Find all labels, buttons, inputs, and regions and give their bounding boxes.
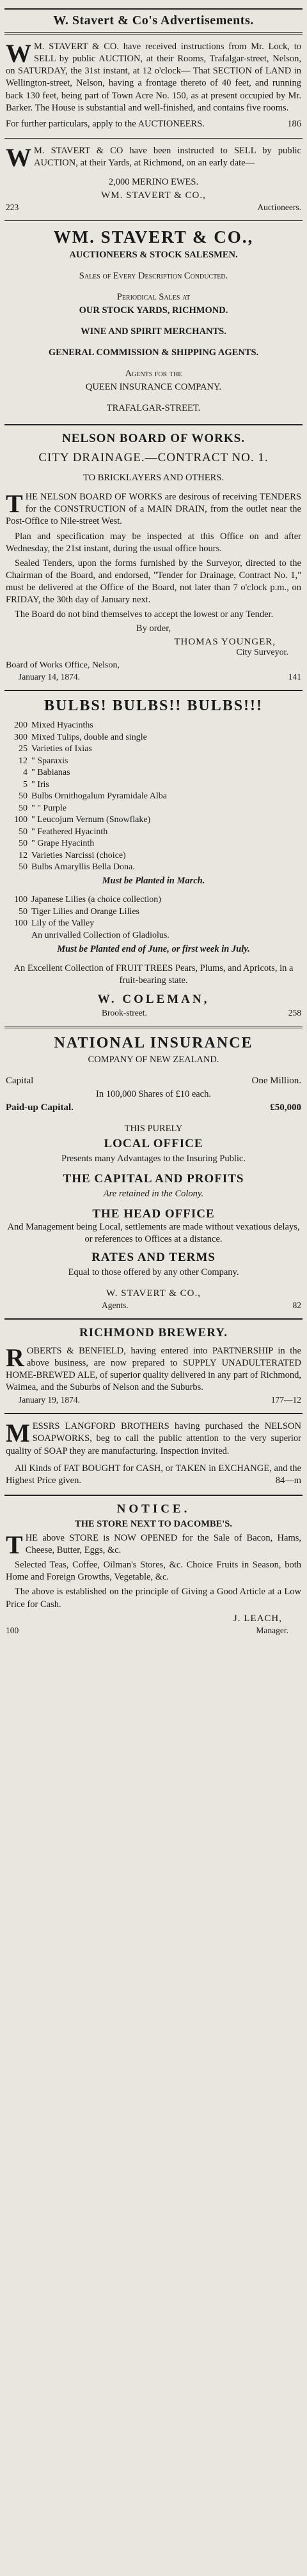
notice-title: NOTICE. — [116, 1502, 191, 1516]
board-text1-block — [6, 491, 301, 528]
bulb-row — [6, 894, 301, 906]
dropcap: W — [6, 39, 31, 68]
bulbs-seller: W. COLEMAN, — [97, 992, 210, 1006]
insurance-retained: Are retained in the Colony. — [103, 1188, 204, 1199]
notice-text3: The above is established on the principle of Giving a Good Article at a Low Price for Cash. — [6, 1587, 301, 1610]
bulb-name: Lily of the Valley — [31, 918, 95, 929]
notice-text2: Selected Teas, Coffee, Oilman's Stores, &c. Choice Fruits in Season, both Home and Foreign Growths, Vegetable, &c. — [6, 1560, 301, 1583]
signature: WM. STAVERT & CO., — [101, 190, 206, 201]
ad-footer — [6, 1626, 301, 1636]
insurance-head-text: And Management being Local, settlements are made without vexatious delays, or references to Offices at a distance. — [7, 1221, 300, 1244]
divider — [4, 1495, 303, 1496]
bulb-qty: 50 — [19, 827, 28, 837]
ad-ref: 141 — [288, 672, 301, 682]
bulbs-street: Brook-street. — [102, 1007, 147, 1017]
soap-text2-block — [6, 1463, 301, 1487]
bulb-qty — [6, 930, 31, 941]
firm-subtitle: AUCTIONEERS & STOCK SALESMEN. — [69, 250, 238, 261]
board-text3: Sealed Tenders, upon the forms furnished by the Surveyor, directed to the Chairman of the Board, and endorsed, "Tender for Drainage, Contract No. 1," must be delivered at the Office of the Board, not later than 7 o'clock p.m., on FRIDAY, the 30th day of January next. — [6, 558, 301, 606]
bulb-row — [6, 720, 301, 731]
paidup-label: Paid-up Capital. — [6, 1102, 74, 1113]
divider — [4, 220, 303, 221]
column-header: W. Stavert & Co's Advertisements. — [53, 13, 254, 27]
board-text4: The Board do not bind themselves to accept the lowest or any Tender. — [15, 609, 274, 620]
insurance-rates-text: Equal to those offered by any other Company. — [68, 1267, 239, 1277]
bulb-qty: 50 — [19, 839, 28, 849]
dropcap: M — [6, 1419, 30, 1448]
soap-text: ESSRS LANGFORD BROTHERS having purchased the NELSON SOAPWORKS, beg to call the public attention to the very superior quality of SOAP they are manufacturing. Inspection invited. — [6, 1421, 301, 1456]
bulb-qty: 200 — [14, 720, 28, 731]
divider — [4, 1318, 303, 1320]
bulb-row — [6, 862, 301, 873]
bulb-list — [6, 894, 301, 941]
bulb-list — [6, 720, 301, 873]
auction-land-footer: For further particulars, apply to the AUCTIONEERS. — [6, 118, 205, 129]
board-date: January 14, 1874. — [19, 672, 80, 682]
dropcap: W — [6, 142, 31, 172]
brewery-date: January 19, 1874. — [19, 1395, 80, 1405]
bulb-name: " Babianas — [31, 768, 70, 778]
ad-ref: 186 — [287, 118, 301, 129]
insurance-shares: In 100,000 Shares of £10 each. — [96, 1088, 211, 1099]
divider — [4, 1413, 303, 1414]
dropcap: R — [6, 1343, 24, 1372]
ad-ref: 100 — [6, 1625, 19, 1635]
bulbs-ad — [4, 695, 303, 1021]
bulb-qty: 50 — [19, 803, 28, 813]
notice-role: Manager. — [256, 1625, 288, 1635]
insurance-subtitle: COMPANY OF NEW ZEALAND. — [88, 1054, 219, 1065]
ad-ref: 258 — [288, 1007, 301, 1017]
divider — [4, 138, 303, 139]
bulb-row — [6, 732, 301, 743]
bulb-row — [6, 850, 301, 862]
auction-land-text: M. STAVERT & CO. have received instructions from Mr. Lock, to SELL by public AUCTION, at their Rooms, Trafalgar-street, Nelson, on SATURDAY, the 31st instant, at 12 o'clock— That SECTION of LAND in Wellington-street, Nelson, having a frontage thereto of 40 feet, and running back 130 feet, being part of Town Acre No. 150, as at present occupied by Mr. Barker. The House is substantial and well-finished, and contains five rooms. — [6, 42, 301, 113]
ad-ref: 84—m — [275, 1475, 301, 1486]
notice-ad — [4, 1500, 303, 1640]
board-text2: Plan and specification may be inspected at this Office on and after Wednesday, the 21st instant, during the usual office hours. — [6, 531, 301, 554]
bulb-qty: 50 — [19, 862, 28, 872]
dropcap: T — [6, 1530, 23, 1559]
bulb-row — [6, 767, 301, 779]
bulb-row — [6, 838, 301, 850]
bulb-qty: 50 — [19, 791, 28, 802]
firm-insurance: QUEEN INSURANCE COMPANY. — [85, 382, 222, 393]
bulb-row — [6, 827, 301, 838]
paidup-value: £50,000 — [270, 1102, 301, 1113]
bulbs-note-1: Must be Planted in March. — [102, 876, 205, 887]
ad-footer — [6, 1008, 301, 1018]
firm-card — [4, 225, 303, 420]
auction-land-body — [6, 41, 301, 114]
insurance-purely: THIS PURELY — [124, 1123, 183, 1134]
board-role: City Surveyor. — [236, 648, 288, 658]
paidup-row — [6, 1102, 301, 1113]
bulb-qty: 12 — [19, 756, 28, 766]
bulb-name: An unrivalled Collection of Gladiolus. — [31, 930, 169, 940]
auction-land-footer-block — [6, 118, 301, 130]
brewery-ad — [4, 1323, 303, 1410]
bulb-name: " " Purple — [31, 803, 67, 813]
bulbs-title: BULBS! BULBS!! BULBS!!! — [43, 697, 264, 715]
divider — [4, 424, 303, 425]
brewery-text: OBERTS & BENFIELD, having entered into PARTNERSHIP in the above business, are now prepared to SUPPLY UNADULTERATED HOME-BREWED ALE, of superior quality delivered in any part of Richmond, Waimea, and the Suburbs of Nelson and the Suburbs. — [6, 1345, 301, 1393]
auction-ewes-text: M. STAVERT & CO have been instructed to SELL by public AUCTION, at their Yards, at Richmond, on an early date— — [34, 145, 301, 168]
bulb-row — [6, 779, 301, 791]
firm-yards: OUR STOCK YARDS, RICHMOND. — [79, 305, 228, 316]
firm-agents-line: GENERAL COMMISSION & SHIPPING AGENTS. — [48, 347, 259, 358]
bulb-row — [6, 906, 301, 918]
bulb-qty: 4 — [23, 768, 28, 778]
auction-land-ad — [4, 38, 303, 134]
capital-label: Capital — [6, 1075, 34, 1086]
firm-sales: Sales of Every Description Conducted. — [79, 271, 228, 282]
insurance-ad — [4, 1032, 303, 1315]
capital-value: One Million. — [251, 1075, 301, 1086]
bulb-row — [6, 930, 301, 941]
brewery-body — [6, 1345, 301, 1394]
bulb-name: " Feathered Hyacinth — [31, 827, 108, 837]
bulb-name: Bulbs Ornithogalum Pyramidale Alba — [31, 791, 167, 802]
board-name: THOMAS YOUNGER, — [174, 637, 276, 648]
signature: W. STAVERT & CO., — [106, 1288, 201, 1299]
board-title: NELSON BOARD OF WORKS. — [62, 432, 245, 446]
capital-row — [6, 1076, 301, 1086]
notice-body — [6, 1532, 301, 1557]
bulb-name: " Grape Hyacinth — [31, 839, 95, 849]
notice-subtitle: THE STORE NEXT TO DACOMBE'S. — [75, 1518, 232, 1529]
firm-street: TRAFALGAR-STREET. — [106, 403, 201, 414]
firm-wine: WINE AND SPIRIT MERCHANTS. — [81, 326, 226, 337]
bulb-qty: 100 — [14, 815, 28, 825]
ad-footer — [6, 1300, 301, 1311]
bulb-row — [6, 756, 301, 767]
insurance-rates: RATES AND TERMS — [91, 1250, 216, 1264]
agents: Agents. — [102, 1300, 129, 1310]
bulb-qty: 300 — [14, 732, 28, 742]
bulb-qty: 100 — [14, 918, 28, 929]
board-byorder: By order, — [136, 623, 171, 634]
bulb-name: Japanese Lilies (a choice collection) — [31, 895, 161, 905]
divider — [4, 32, 303, 34]
ad-ref: 223 — [6, 202, 19, 213]
board-to: TO BRICKLAYERS AND OTHERS. — [83, 473, 224, 484]
bulb-row — [6, 743, 301, 755]
insurance-title: NATIONAL INSURANCE — [54, 1034, 253, 1051]
divider — [4, 690, 303, 691]
bulb-qty: 5 — [23, 779, 28, 789]
soap-body — [6, 1421, 301, 1457]
board-text1: HE NELSON BOARD OF WORKS are desirous of receiving TENDERS for the CONSTRUCTION of a MAIN DRAIN, from the outlet near the Post-Office to Nile-street West. — [6, 492, 301, 527]
bulb-row — [6, 918, 301, 929]
ad-footer — [6, 672, 301, 682]
bulb-qty: 50 — [19, 906, 28, 917]
role: Auctioneers. — [257, 202, 301, 213]
soap-text2: All Kinds of FAT BOUGHT for CASH, or TAKEN in EXCHANGE, and the Highest Price given. — [6, 1463, 301, 1486]
board-of-works-ad — [4, 429, 303, 686]
bulb-name: " Leucojum Vernum (Snowflake) — [31, 815, 151, 825]
ad-footer — [6, 202, 301, 213]
ad-ref: 177—12 — [271, 1395, 301, 1405]
ewes-item: 2,000 MERINO EWES. — [108, 177, 199, 188]
bulb-qty: 12 — [19, 850, 28, 860]
bulb-name: Mixed Tulips, double and single — [31, 732, 147, 742]
bulb-qty: 25 — [19, 744, 28, 754]
bulb-row — [6, 803, 301, 814]
bulb-qty: 100 — [14, 895, 28, 905]
insurance-capital-profits: THE CAPITAL AND PROFITS — [63, 1171, 244, 1185]
board-contract: CITY DRAINAGE.—CONTRACT NO. 1. — [38, 451, 269, 465]
insurance-local: LOCAL OFFICE — [104, 1136, 203, 1150]
ad-ref: 82 — [292, 1300, 301, 1310]
bulb-name: Bulbs Amaryllis Bella Dona. — [31, 862, 135, 872]
bulb-name: Varieties Narcissi (choice) — [31, 850, 126, 860]
bulb-row — [6, 791, 301, 802]
bulb-name: " Sparaxis — [31, 756, 68, 766]
insurance-presents: Presents many Advantages to the Insuring Public. — [61, 1153, 246, 1164]
brewery-title: RICHMOND BREWERY. — [79, 1325, 228, 1339]
soap-ad — [4, 1418, 303, 1491]
board-office: Board of Works Office, Nelson, — [6, 660, 120, 671]
bulb-row — [6, 814, 301, 826]
auction-ewes-body — [6, 142, 301, 172]
auction-ewes-ad — [4, 142, 303, 217]
bulbs-extra: An Excellent Collection of FRUIT TREES Pears, Plums, and Apricots, in a fruit-bearing state. — [13, 963, 294, 986]
divider — [4, 1026, 303, 1028]
newspaper-column — [4, 4, 303, 2567]
top-rule — [4, 8, 303, 10]
firm-periodical: Periodical Sales at — [116, 292, 191, 303]
insurance-head-office: THE HEAD OFFICE — [92, 1207, 215, 1221]
bulbs-note-2: Must be Planted end of June, or first week in July. — [57, 944, 250, 955]
firm-agents-for: Agents for the — [125, 369, 182, 379]
bulb-name: Varieties of Ixias — [31, 744, 92, 754]
bulb-name: Mixed Hyacinths — [31, 720, 93, 731]
firm-title: WM. STAVERT & CO., — [53, 227, 254, 247]
dropcap: T — [6, 489, 23, 519]
bulb-name: Tiger Lilies and Orange Lilies — [31, 906, 140, 917]
ad-footer — [6, 1395, 301, 1405]
notice-text: HE above STORE is NOW OPENED for the Sale of Bacon, Hams, Cheese, Butter, Eggs, &c. — [25, 1532, 301, 1556]
bulb-name: " Iris — [31, 779, 49, 789]
notice-name: J. LEACH, — [233, 1613, 282, 1624]
